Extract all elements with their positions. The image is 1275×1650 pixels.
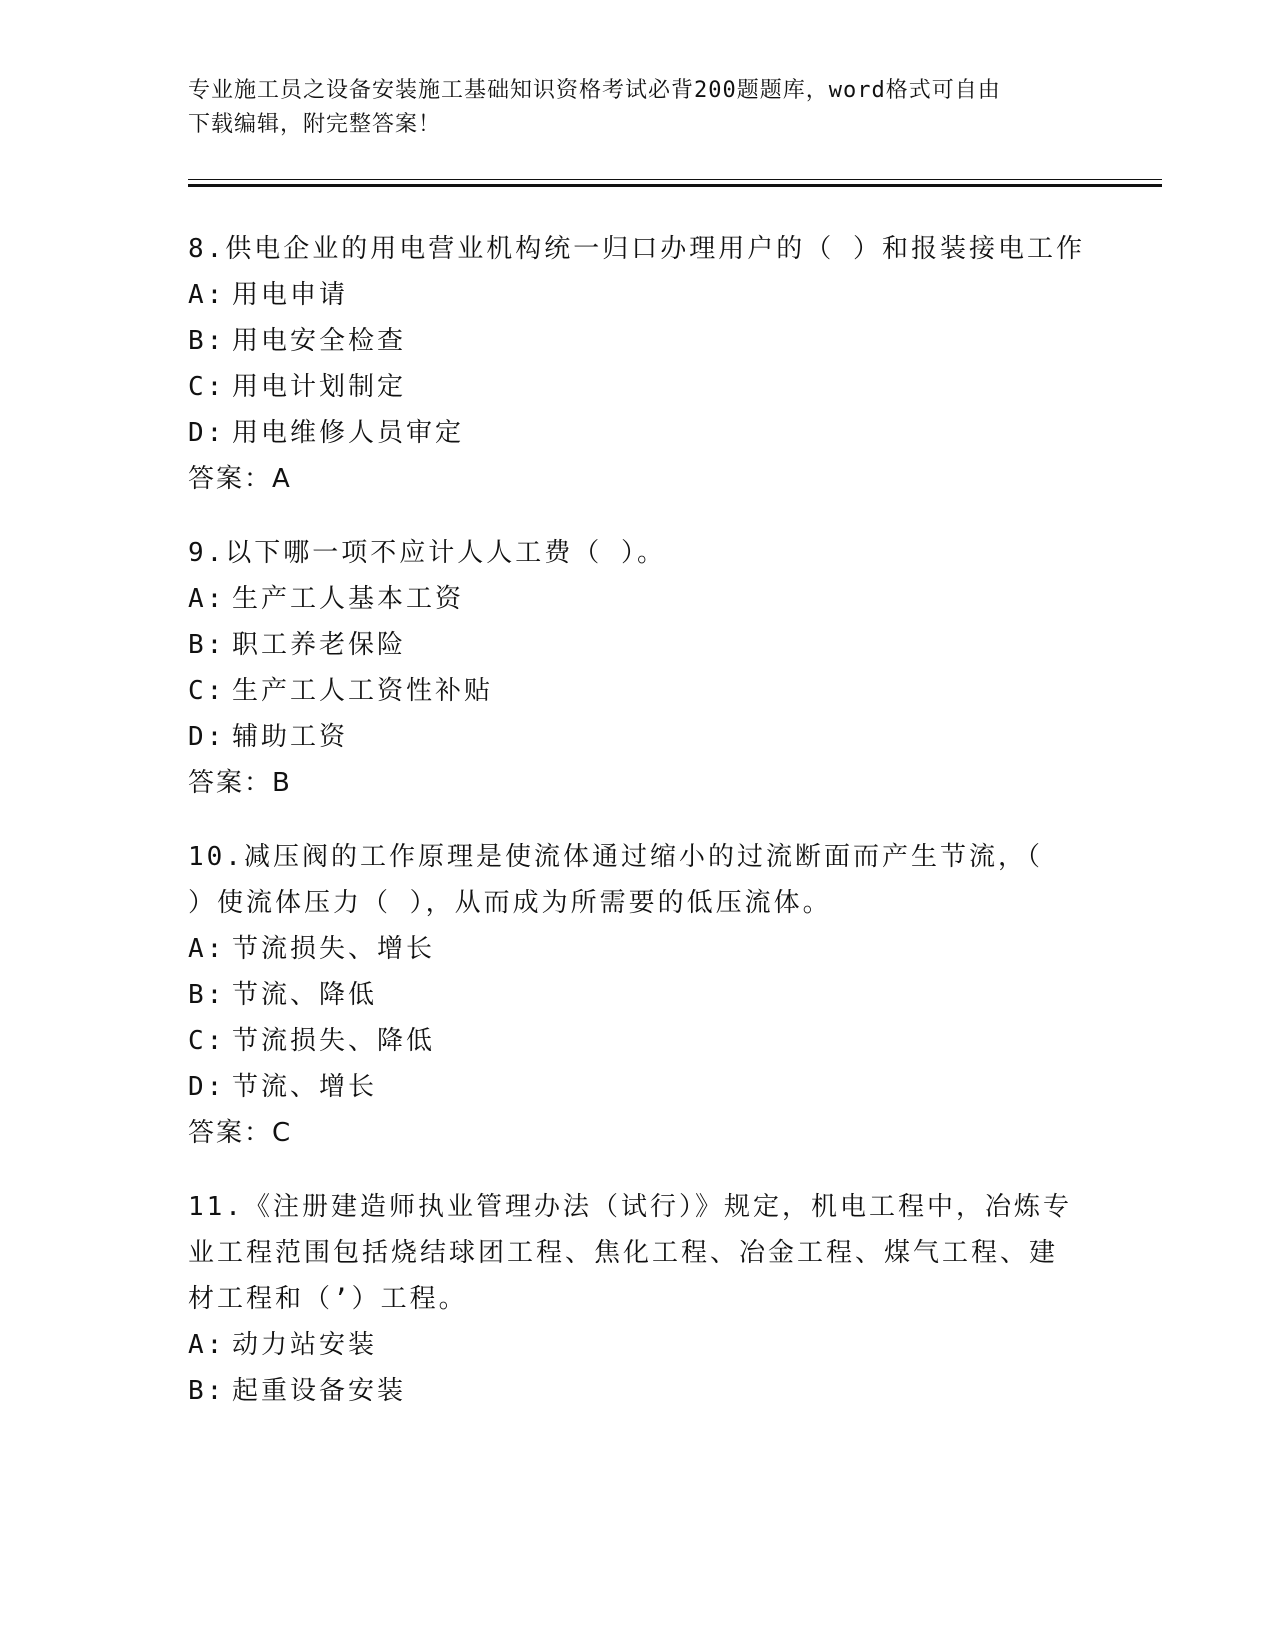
header-divider-thin (188, 179, 1162, 180)
option-key: B: (188, 630, 226, 660)
option-text: 用电维修人员审定 (232, 418, 465, 448)
option-key: A: (188, 584, 226, 614)
option-text: 辅助工资 (232, 722, 349, 752)
option-key: A: (188, 934, 226, 964)
option-text: 节流、增长 (232, 1072, 378, 1102)
option-text: 用电安全检查 (232, 326, 407, 356)
option-text: 生产工人基本工资 (232, 584, 465, 614)
option-key: C: (188, 372, 226, 402)
answer-line: 答案：B (188, 768, 292, 798)
option-key: D: (188, 418, 226, 448)
header-line-1: 专业施工员之设备安装施工基础知识资格考试必背200题题库，word格式可自由 (188, 78, 1001, 103)
option-d (188, 714, 1088, 760)
question-8 (188, 226, 1088, 502)
option-key: B: (188, 980, 226, 1010)
option-key: B: (188, 326, 226, 356)
option-text: 生产工人工资性补贴 (232, 676, 494, 706)
answer-line: 答案：A (188, 464, 292, 494)
question-stem: 10.减压阀的工作原理是使流体通过缩小的过流断面而产生节流，（ (188, 842, 1043, 872)
option-b (188, 622, 1088, 668)
question-stem: 9.以下哪一项不应计人人工费（ ）。 (188, 538, 666, 568)
question-stem-cont: 业工程范围包括烧结球团工程、焦化工程、冶金工程、煤气工程、建 (188, 1238, 1059, 1268)
option-text: 用电申请 (232, 280, 349, 310)
option-text: 节流损失、增长 (232, 934, 436, 964)
option-b (188, 1368, 1088, 1414)
option-key: D: (188, 1072, 226, 1102)
option-d (188, 1064, 1088, 1110)
question-11 (188, 1184, 1088, 1414)
question-9 (188, 530, 1088, 806)
header-divider-thick (188, 184, 1162, 187)
question-stem: 11.《注册建造师执业管理办法（试行）》规定，机电工程中，冶炼专 (188, 1192, 1072, 1222)
option-a (188, 1322, 1088, 1368)
option-key: B: (188, 1376, 226, 1406)
option-key: C: (188, 1026, 226, 1056)
option-key: A: (188, 280, 226, 310)
document-header (188, 74, 1088, 142)
header-line-2: 下载编辑，附完整答案！ (188, 112, 442, 137)
option-text: 节流损失、降低 (232, 1026, 436, 1056)
option-text: 用电计划制定 (232, 372, 407, 402)
option-c (188, 364, 1088, 410)
answer-line: 答案：C (188, 1118, 293, 1148)
option-b (188, 318, 1088, 364)
option-text: 节流、降低 (232, 980, 378, 1010)
option-text: 起重设备安装 (232, 1376, 407, 1406)
option-c (188, 668, 1088, 714)
option-a (188, 576, 1088, 622)
option-key: D: (188, 722, 226, 752)
question-stem: 8.供电企业的用电营业机构统一归口办理用户的（ ）和报装接电工作 (188, 234, 1085, 264)
question-stem-cont: ）使流体压力（ ），从而成为所需要的低压流体。 (188, 888, 832, 918)
option-key: C: (188, 676, 226, 706)
option-key: A: (188, 1330, 226, 1360)
question-stem-cont: 材工程和（’）工程。 (188, 1284, 468, 1314)
question-10 (188, 834, 1088, 1156)
option-b (188, 972, 1088, 1018)
option-a (188, 926, 1088, 972)
option-c (188, 1018, 1088, 1064)
option-text: 职工养老保险 (232, 630, 407, 660)
option-d (188, 410, 1088, 456)
option-text: 动力站安装 (232, 1330, 378, 1360)
option-a (188, 272, 1088, 318)
